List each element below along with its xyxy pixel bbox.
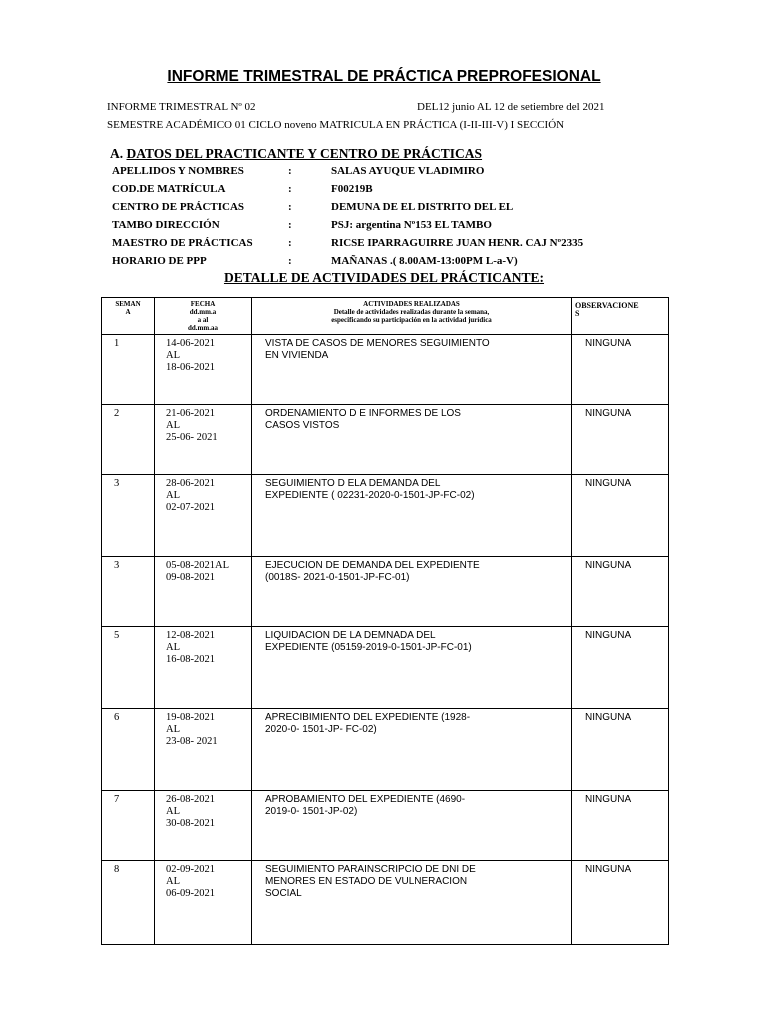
section-a-prefix: A. <box>110 146 124 161</box>
info-value: SALAS AYUQUE VLADIMIRO <box>331 165 485 177</box>
cell-actividad: VISTA DE CASOS DE MENORES SEGUIMIENTO EN VIVIENDA <box>252 335 572 405</box>
header-fecha: FECHA dd.mm.a a al dd.mm.aa <box>155 298 252 335</box>
cell-semana: 6 <box>102 709 155 791</box>
header-semana: SEMAN A <box>102 298 155 335</box>
header-observaciones: OBSERVACIONE S <box>572 298 669 335</box>
table-row <box>102 709 669 791</box>
cell-actividad: LIQUIDACION DE LA DEMNADA DEL EXPEDIENTE (05159-2019-0-1501-JP-FC-01) <box>252 627 572 709</box>
info-colon: : <box>288 183 292 195</box>
section-a-heading <box>110 146 482 162</box>
info-label: MAESTRO DE PRÁCTICAS <box>112 237 253 249</box>
cell-observacion: NINGUNA <box>572 557 669 627</box>
cell-fecha: 05-08-2021AL 09-08-2021 <box>155 557 252 627</box>
cell-fecha: 26-08-2021 AL 30-08-2021 <box>155 791 252 861</box>
info-value: F00219B <box>331 183 373 195</box>
info-colon: : <box>288 255 292 267</box>
table-row <box>102 405 669 475</box>
cell-fecha: 28-06-2021 AL 02-07-2021 <box>155 475 252 557</box>
cell-actividad: ORDENAMIENTO D E INFORMES DE LOS CASOS VISTOS <box>252 405 572 475</box>
cell-semana: 7 <box>102 791 155 861</box>
table-row <box>102 335 669 405</box>
cell-observacion: NINGUNA <box>572 335 669 405</box>
info-label: APELLIDOS Y NOMBRES <box>112 165 244 177</box>
table-header-row <box>102 298 669 335</box>
cell-fecha: 19-08-2021 AL 23-08- 2021 <box>155 709 252 791</box>
cell-observacion: NINGUNA <box>572 627 669 709</box>
cell-observacion: NINGUNA <box>572 405 669 475</box>
cell-fecha: 21-06-2021 AL 25-06- 2021 <box>155 405 252 475</box>
info-colon: : <box>288 165 292 177</box>
info-label: CENTRO DE PRÁCTICAS <box>112 201 245 213</box>
cell-semana: 1 <box>102 335 155 405</box>
report-period: DEL12 junio AL 12 de setiembre del 2021 <box>417 101 605 113</box>
cell-observacion: NINGUNA <box>572 861 669 945</box>
activities-table <box>101 297 669 945</box>
info-colon: : <box>288 201 292 213</box>
cell-semana: 3 <box>102 557 155 627</box>
cell-semana: 5 <box>102 627 155 709</box>
info-label: HORARIO DE PPP <box>112 255 207 267</box>
cell-observacion: NINGUNA <box>572 791 669 861</box>
info-colon: : <box>288 237 292 249</box>
header-actividades: ACTIVIDADES REALIZADAS Detalle de actividades realizadas durante la semana, especificando su participación en la actividad jurídica <box>252 298 572 335</box>
cell-actividad: APRECIBIMIENTO DEL EXPEDIENTE (1928- 2020-0- 1501-JP- FC-02) <box>252 709 572 791</box>
document-title: INFORME TRIMESTRAL DE PRÁCTICA PREPROFESIONAL <box>167 68 601 85</box>
info-value: RICSE IPARRAGUIRRE JUAN HENR. CAJ Nº2335 <box>331 237 584 249</box>
cell-actividad: APROBAMIENTO DEL EXPEDIENTE (4690- 2019-0- 1501-JP-02) <box>252 791 572 861</box>
table-row <box>102 557 669 627</box>
cell-observacion: NINGUNA <box>572 475 669 557</box>
cell-semana: 2 <box>102 405 155 475</box>
detail-title: DETALLE DE ACTIVIDADES DEL PRÁCTICANTE: <box>223 270 545 285</box>
info-value: DEMUNA DE EL DISTRITO DEL EL <box>331 201 514 213</box>
semester-line: SEMESTRE ACADÉMICO 01 CICLO noveno MATRICULA EN PRÁCTICA (I-II-III-V) I SECCIÓN <box>107 119 565 131</box>
info-value: MAÑANAS .( 8.00AM-13:00PM L-a-V) <box>331 255 518 267</box>
cell-fecha: 14-06-2021 AL 18-06-2021 <box>155 335 252 405</box>
info-label: COD.DE MATRÍCULA <box>112 183 226 195</box>
table-row <box>102 475 669 557</box>
cell-semana: 3 <box>102 475 155 557</box>
cell-fecha: 02-09-2021 AL 06-09-2021 <box>155 861 252 945</box>
table-row <box>102 791 669 861</box>
cell-actividad: SEGUIMIENTO PARAINSCRIPCIO DE DNI DE MENORES EN ESTADO DE VULNERACION SOCIAL <box>252 861 572 945</box>
section-a-title: DATOS DEL PRACTICANTE Y CENTRO DE PRÁCTICAS <box>126 146 483 161</box>
cell-actividad: EJECUCION DE DEMANDA DEL EXPEDIENTE (0018S- 2021-0-1501-JP-FC-01) <box>252 557 572 627</box>
table-row <box>102 861 669 945</box>
informe-number: INFORME TRIMESTRAL Nº 02 <box>107 101 256 113</box>
info-label: TAMBO DIRECCIÓN <box>112 219 220 231</box>
cell-actividad: SEGUIMIENTO D ELA DEMANDA DEL EXPEDIENTE ( 02231-2020-0-1501-JP-FC-02) <box>252 475 572 557</box>
info-value: PSJ: argentina Nº153 EL TAMBO <box>331 219 492 231</box>
cell-semana: 8 <box>102 861 155 945</box>
cell-fecha: 12-08-2021 AL 16-08-2021 <box>155 627 252 709</box>
cell-observacion: NINGUNA <box>572 709 669 791</box>
info-colon: : <box>288 219 292 231</box>
table-row <box>102 627 669 709</box>
